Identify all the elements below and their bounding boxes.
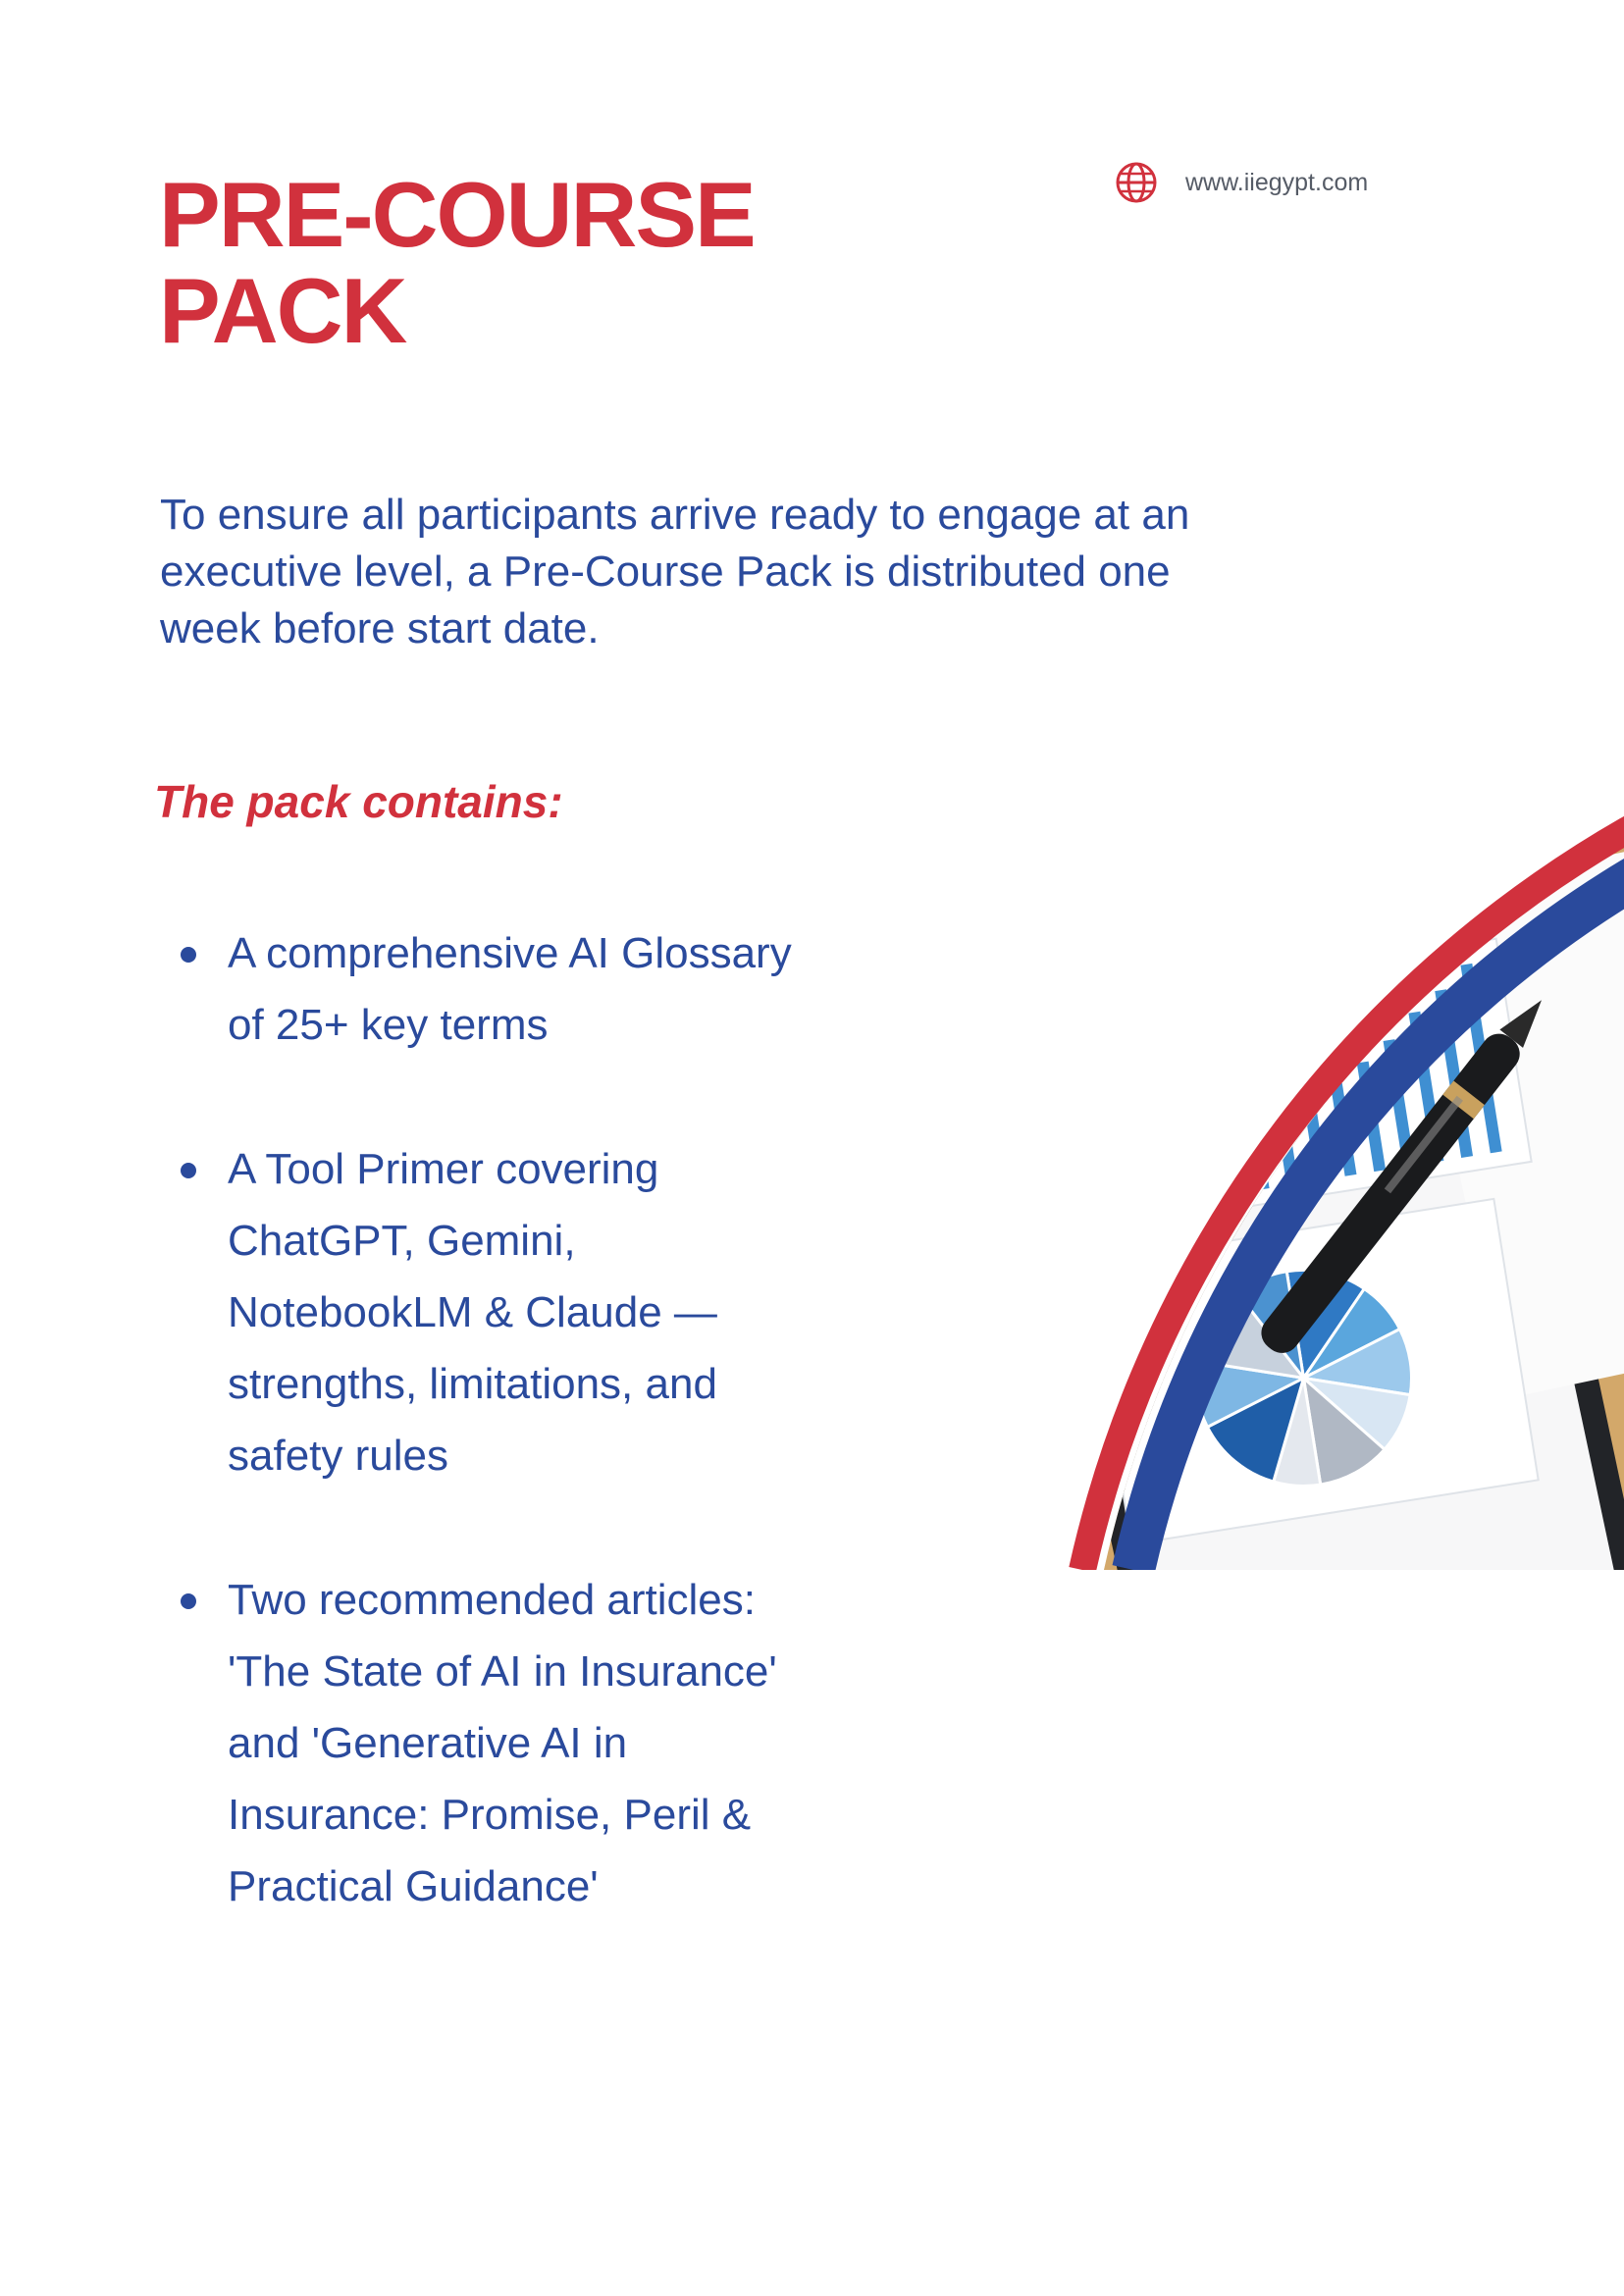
intro-paragraph: To ensure all participants arrive ready to engage at an executive level, a Pre-Course Pack is distributed one week before start date. bbox=[160, 491, 1190, 652]
website-link[interactable] bbox=[1115, 161, 1368, 204]
globe-icon bbox=[1115, 161, 1158, 204]
decorative-image bbox=[908, 667, 1624, 1570]
list-item: Two recommended articles: 'The State of AI in Insurance' and 'Generative AI in Insurance: Promise, Peril & Practical Guidance' bbox=[179, 1564, 885, 1922]
pack-contents-heading: The pack contains: bbox=[154, 776, 563, 827]
title-line: PRE-COURSE bbox=[159, 163, 755, 266]
pack-contents-list bbox=[179, 917, 885, 1922]
title-line: PACK bbox=[159, 259, 406, 362]
website-url[interactable]: www.iiegypt.com bbox=[1185, 168, 1369, 196]
photo bbox=[908, 667, 1624, 1570]
list-item: A Tool Primer covering ChatGPT, Gemini, NotebookLM & Claude — strengths, limitations, and safety rules bbox=[179, 1133, 885, 1491]
photo-bar bbox=[1193, 1155, 1212, 1199]
photo-bar bbox=[1139, 1193, 1153, 1209]
list-item: A comprehensive AI Glossary of 25+ key terms bbox=[179, 917, 885, 1061]
page-title bbox=[159, 163, 755, 362]
photo-bar bbox=[1167, 1178, 1182, 1204]
